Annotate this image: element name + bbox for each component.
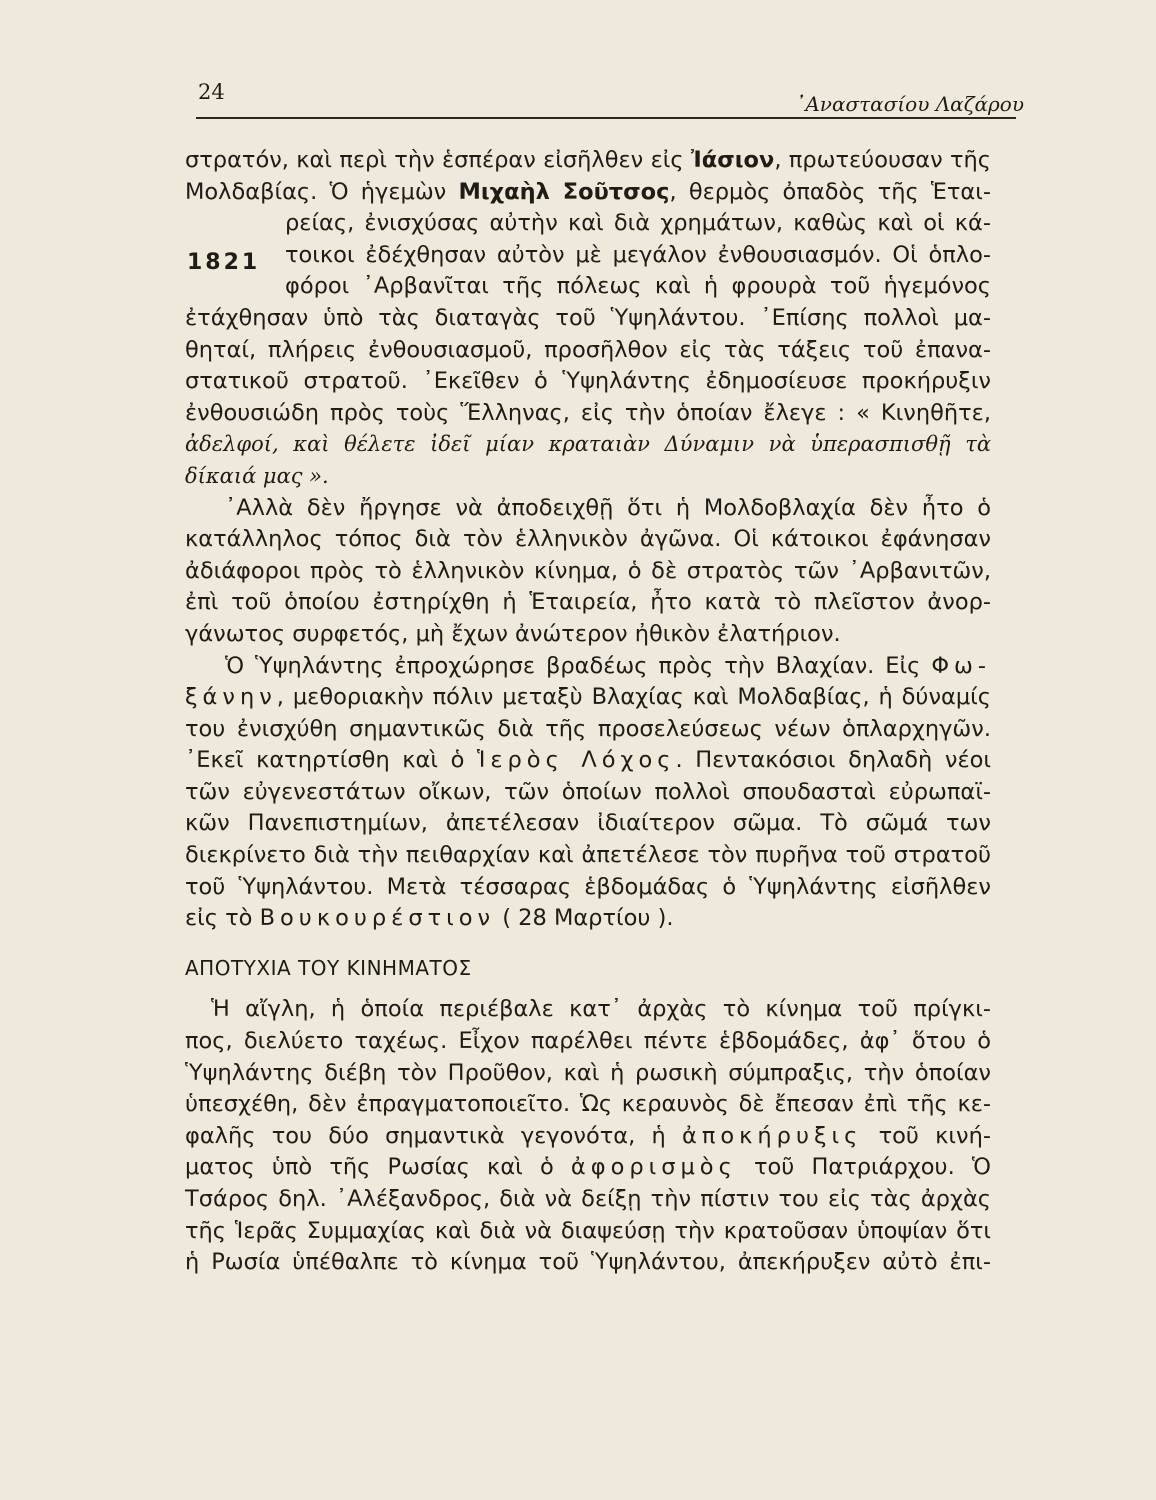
spacer xyxy=(185,935,991,953)
text-line: γάνωτος συρφετός, μὴ ἔχων ἀνώτερον ἠθικὸν ἐλατήριον. xyxy=(185,620,841,647)
text-line: κατάλληλος τόπος διὰ τὸν ἑλληνικὸν ἀγῶνα. Οἱ κάτοικοι ἐφάνησαν xyxy=(185,526,991,553)
page-number: 24 xyxy=(198,80,225,104)
body-text xyxy=(185,145,991,1279)
text-line: Ὁ Ὑψηλάντης ἐπροχώρησε βραδέως πρὸς τὴν Βλαχίαν. Εἰς Φω- xyxy=(225,652,991,679)
text-line: Μολδαβίας. Ὁ ἡγεμὼν Μιχαὴλ Σοῦτσος, θερμὸς ὀπαδὸς τῆς Ἑται- xyxy=(185,178,991,205)
text-line: ξάνην, μεθοριακὴν πόλιν μεταξὺ Βλαχίας καὶ Μολδαβίας, ἡ δύναμίς xyxy=(185,684,991,711)
text-line: πος, διελύετο ταχέως. Εἶχον παρέλθει πέντε ἑβδομάδες, ἀφ᾿ ὅτου ὁ xyxy=(185,1028,991,1055)
text-line: θηταί, πλήρεις ἐνθουσιασμοῦ, προσῆλθον εἰς τὰς τάξεις τοῦ ἐπανα- xyxy=(185,336,991,363)
text-line: ἐνθουσιώδη πρὸς τοὺς Ἕλληνας, εἰς τὴν ὁποίαν ἔλεγε : « Κινηθῆτε, xyxy=(185,399,991,426)
spaced-place-name: ξάνην xyxy=(185,684,277,711)
text-line: ἀδιάφοροι πρὸς τὸ ἑλληνικὸν κίνημα, ὁ δὲ στρατὸς τῶν ᾿Αρβανιτῶν, xyxy=(185,557,991,584)
text-line: Τσάρος δηλ. ᾿Αλέξανδρος, διὰ νὰ δείξῃ τὴν πίστιν του εἰς τὰς ἀρχὰς xyxy=(185,1186,991,1212)
spaced-term: ἀφορισμὸς xyxy=(570,1154,737,1181)
text-line: ρείας, ἐνισχύσας αὐτὴν καὶ διὰ χρημάτων, καθὼς καὶ οἱ κά- xyxy=(285,210,991,237)
quote-line: ἀδελφοί, καὶ θέλετε ἰδεῖ μίαν κραταιὰν Δύναμιν νὰ ὑπερασπισθῇ τὰ xyxy=(185,432,991,457)
text-line: ᾿Εκεῖ κατηρτίσθη καὶ ὁ Ἱερὸς Λόχος. Πεντακόσιοι δηλαδὴ νέοι xyxy=(185,747,991,774)
spaced-place-name: Φω- xyxy=(931,652,991,679)
text-line: στρατόν, καὶ περὶ τὴν ἑσπέραν εἰσῆλθεν εἰς Ἰάσιον, πρωτεύουσαν τῆς xyxy=(185,147,991,173)
text-line: εἰς τὸ Βουκουρέστιον ( 28 Μαρτίου ). xyxy=(185,905,674,932)
text-line: τῶν εὐγενεστάτων οἴκων, τῶν ὁποίων πολλοὶ σπουδασταὶ εὐρωπαϊ- xyxy=(185,778,991,805)
quote-line: δίκαιά μας ». xyxy=(185,463,329,488)
text-line: ἐπὶ τοῦ ὁποίου ἐστηρίχθη ἡ Ἑταιρεία, ἦτο κατὰ τὸ πλεῖστον ἀνορ- xyxy=(185,589,991,616)
text-line: ματος ὑπὸ τῆς Ρωσίας καὶ ὁ ἀφορισμὸς τοῦ Πατριάρχου. Ὁ xyxy=(185,1154,991,1181)
text-line: τοῦ Ὑψηλάντου. Μετὰ τέσσαρας ἑβδομάδας ὁ Ὑψηλάντης εἰσῆλθεν xyxy=(185,873,991,900)
text-line: φαλῆς του δύο σημαντικὰ γεγονότα, ἡ ἀποκήρυξις τοῦ κινή- xyxy=(185,1122,991,1149)
text-line: στατικοῦ στρατοῦ. ᾿Εκεῖθεν ὁ Ὑψηλάντης ἐδημοσίευσε προκήρυξιν xyxy=(185,368,991,395)
person-name-soutsos: Μιχαὴλ Σοῦτσος xyxy=(458,178,670,205)
section-heading: ΑΠΟΤΥΧΙΑ ΤΟΥ ΚΙΝΗΜΑΤΟΣ xyxy=(185,955,472,980)
text-line: διεκρίνετο διὰ τὴν πειθαρχίαν καὶ ἀπετέλεσε τὸν πυρῆνα τοῦ στρατοῦ xyxy=(185,842,991,869)
place-name-iasion: Ἰάσιον xyxy=(690,147,775,173)
text-line: του ἐνισχύθη σημαντικῶς διὰ τῆς προσελεύσεως νέων ὁπλαρχηγῶν. xyxy=(185,715,991,742)
text-line: φόροι ᾿Αρβανῖται τῆς πόλεως καὶ ἡ φρουρὰ τοῦ ἡγεμόνος xyxy=(285,273,991,300)
spaced-unit-name: Ἱερὸς Λόχος xyxy=(476,747,676,774)
spaced-place-name: Βουκουρέστιον xyxy=(259,905,496,932)
text-line: ὑπεσχέθη, δὲν ἐπραγματοποιεῖτο. Ὡς κεραυνὸς δὲ ἔπεσαν ἐπὶ τῆς κε- xyxy=(185,1091,991,1118)
text-line: Ἡ αἴγλη, ἡ ὁποία περιέβαλε κατ᾿ ἀρχὰς τὸ κίνημα τοῦ πρίγκι- xyxy=(211,996,991,1023)
text-line: ἡ Ρωσία ὑπέθαλπε τὸ κίνημα τοῦ Ὑψηλάντου, ἀπεκήρυξεν αὐτὸ ἐπι- xyxy=(185,1249,991,1276)
text-line: ἐτάχθησαν ὑπὸ τὰς διαταγὰς τοῦ Ὑψηλάντου. ᾿Επίσης πολλοὶ μα- xyxy=(185,304,991,331)
text-line: τοικοι ἐδέχθησαν αὐτὸν μὲ μεγάλον ἐνθουσιασμόν. Οἱ ὁπλο- xyxy=(285,241,991,268)
header-rule xyxy=(196,117,1016,119)
page-header xyxy=(0,0,1156,130)
text-line: ᾿Αλλὰ δὲν ἤργησε νὰ ἀποδειχθῇ ὅτι ἡ Μολδοβλαχία δὲν ἦτο ὁ xyxy=(225,494,991,521)
text-line: κῶν Πανεπιστημίων, ἀπετέλεσαν ἰδιαίτερον σῶμα. Τὸ σῶμά των xyxy=(185,810,991,837)
spacer xyxy=(185,984,991,994)
margin-year-note: 1821 xyxy=(187,250,261,275)
spaced-term: ἀποκήρυξις xyxy=(682,1122,863,1149)
text-line: τῆς Ἱερᾶς Συμμαχίας καὶ διὰ νὰ διαψεύσῃ τὴν κρατοῦσαν ὑποψίαν ὅτι xyxy=(185,1217,991,1244)
text-line: Ὑψηλάντης διέβη τὸν Προῦθον, καὶ ἡ ρωσικὴ σύμπραξις, τὴν ὁποίαν xyxy=(185,1059,991,1086)
running-title: ᾿Αναστασίου Λαζάρου xyxy=(795,92,1024,116)
